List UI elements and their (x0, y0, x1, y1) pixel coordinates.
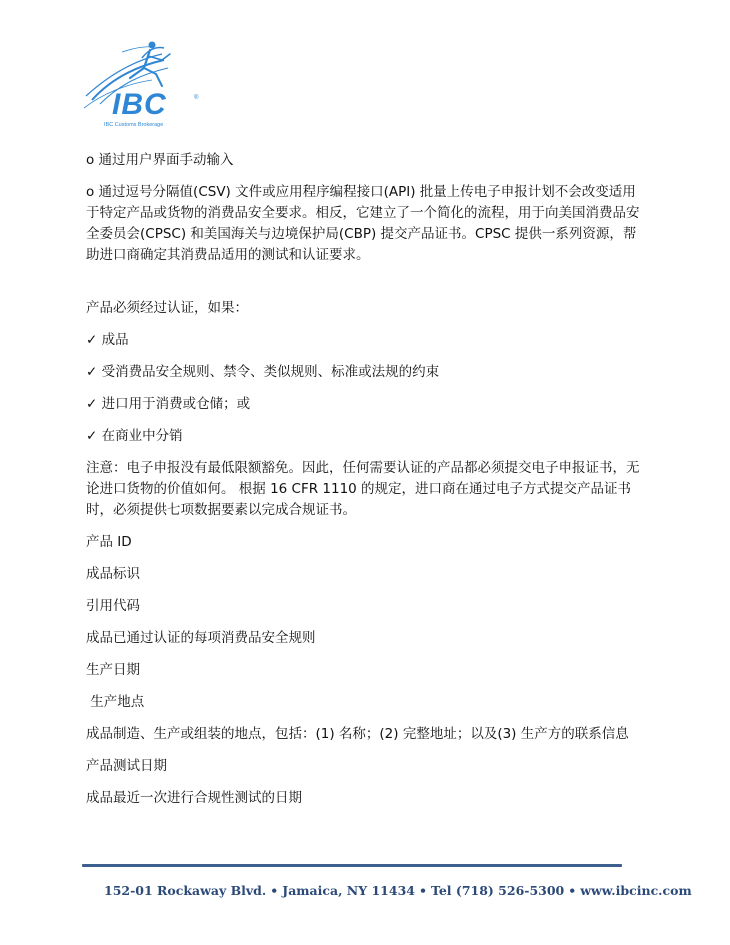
data-element-item: 产品测试日期 (86, 758, 167, 774)
data-element-item: 成品标识 (86, 566, 140, 582)
paragraph-note: 注意：电子申报没有最低限额豁免。因此，任何需要认证的产品都必须提交电子申报证书，无论进口货物的价值如何。 根据 16 CFR 1110 的规定，进口商在通过电子方式提交产品证书时，必须提供七项数据要素以完成合规证书。 (86, 460, 640, 518)
footer-website: www.ibcinc.com (580, 883, 692, 898)
footer-phone: Tel (718) 526-5300 (430, 883, 565, 898)
paragraph-certify-intro: 产品必须经过认证，如果： (86, 300, 248, 316)
checklist-item: ✓ 受消费品安全规则、禁令、类似规则、标准或法规的约束 (86, 364, 440, 380)
logo-subtitle: IBC Customs Brokerage (104, 122, 164, 128)
document-body (86, 150, 646, 820)
checklist-item: ✓ 在商业中分销 (86, 428, 183, 444)
data-element-item: 成品已通过认证的每项消费品安全规则 (86, 630, 316, 646)
paragraph-manual-entry: o 通过用户界面手动输入 (86, 152, 234, 168)
data-element-item: 生产地点 (86, 694, 145, 710)
data-element-item: 引用代码 (86, 598, 140, 614)
data-element-item: 成品制造、生产或组装的地点，包括：(1) 名称；(2) 完整地址；以及(3) 生产方的联系信息 (86, 726, 629, 742)
bullet-separator: • (568, 883, 577, 898)
footer-contact (104, 883, 692, 898)
registered-mark: ® (194, 95, 199, 101)
bullet-separator: • (418, 883, 427, 898)
footer-divider (82, 864, 622, 867)
footer-address: 152-01 Rockaway Blvd. (104, 883, 267, 898)
paragraph-bulk-upload: o 通过逗号分隔值(CSV) 文件或应用程序编程接口(API) 批量上传电子申报计划不会改变适用于特定产品或货物的消费品安全要求。相反，它建立了一个简化的流程，用于向美国消费品安全委员会(CPSC) 和美国海关与边境保护局(CBP) 提交产品证书。CPSC 提供一系列资源，帮助进口商确定其消费品适用的测试和认证要求。 (86, 184, 640, 263)
logo-brand-text: IBC (112, 88, 167, 121)
footer-city: Jamaica, NY 11434 (282, 883, 415, 898)
data-element-item: 生产日期 (86, 662, 140, 678)
data-element-item: 成品最近一次进行合规性测试的日期 (86, 790, 302, 806)
data-element-item: 产品 ID (86, 534, 132, 550)
bullet-separator: • (270, 883, 279, 898)
spacer (86, 277, 646, 298)
checklist-item: ✓ 进口用于消费或仓储；或 (86, 396, 251, 412)
checklist-item: ✓ 成品 (86, 332, 129, 348)
